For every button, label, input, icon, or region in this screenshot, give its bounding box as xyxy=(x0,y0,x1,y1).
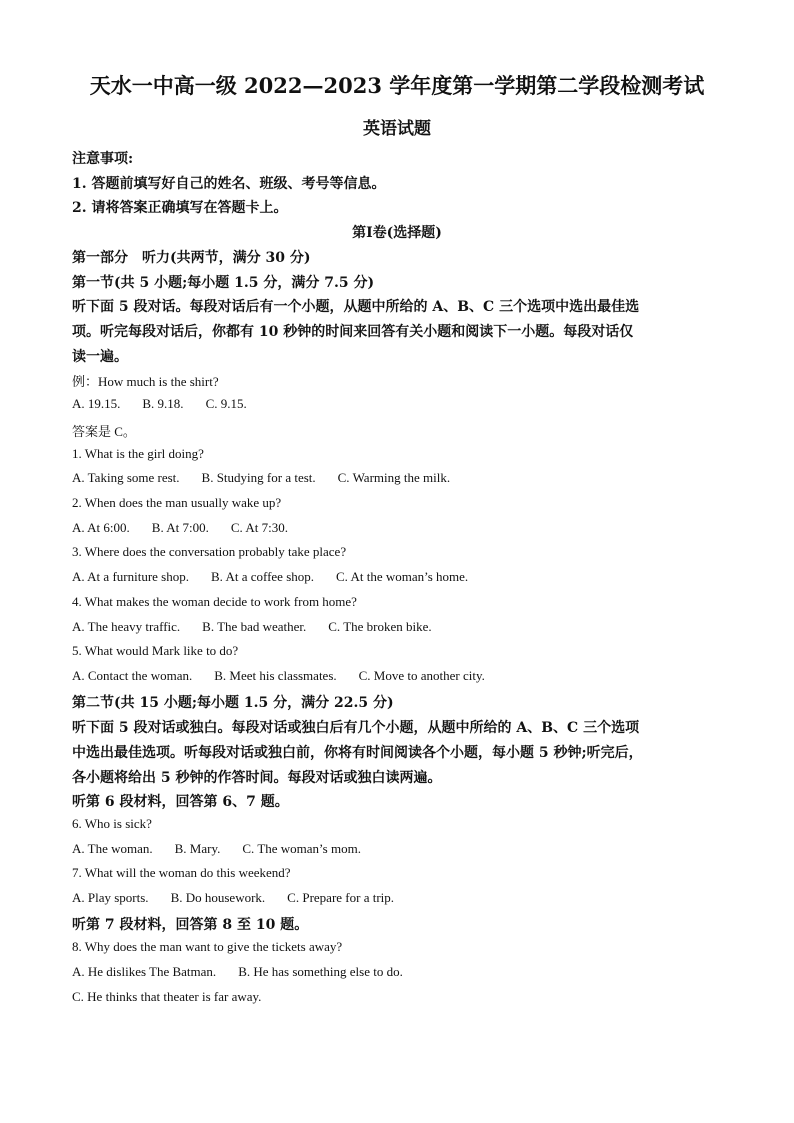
option: C. 9.15. xyxy=(205,396,247,411)
note-item: 1. 答题前填写好自己的姓名、班级、考号等信息。 xyxy=(72,176,386,192)
question-3: 3. Where does the conversation probably take place? xyxy=(72,544,347,559)
option: B. At a coffee shop. xyxy=(210,569,315,584)
section1-heading: 第一节(共 5 小题;每小题 1.5 分，满分 7.5 分) xyxy=(72,275,375,291)
question-4: 4. What makes the woman decide to work from home? xyxy=(72,594,357,609)
option: A. Taking some rest. xyxy=(72,470,180,485)
option: C. The woman’s mom. xyxy=(242,841,361,856)
question-2-options xyxy=(72,520,310,536)
example-answer: 答案是 C。 xyxy=(72,424,136,439)
section2-heading: 第二节(共 15 小题;每小题 1.5 分，满分 22.5 分) xyxy=(72,695,394,711)
option: B. Meet his classmates. xyxy=(214,668,337,683)
option: A. 19.15. xyxy=(72,396,121,411)
option: B. The bad weather. xyxy=(202,619,307,634)
question-1: 1. What is the girl doing? xyxy=(72,446,204,461)
section1-instruction: 听下面 5 段对话。每段对话后有一个小题，从题中所给的 A、B、C 三个选项中选出最佳选 xyxy=(72,299,640,315)
question-6: 6. Who is sick? xyxy=(72,816,152,831)
option: C. At 7:30. xyxy=(230,520,288,535)
exam-subtitle: 英语试题 xyxy=(363,119,431,139)
question-7: 7. What will the woman do this weekend? xyxy=(72,865,291,880)
exam-title: 天水一中高一级 2022—2023 学年度第一学期第二学段检测考试 xyxy=(89,73,705,98)
question-7-options xyxy=(72,890,416,906)
part1-heading: 第一部分 听力(共两节，满分 30 分) xyxy=(72,250,311,266)
group-6-heading: 听第 6 段材料，回答第 6、7 题。 xyxy=(72,794,289,810)
volume-heading: 第Ⅰ卷(选择题) xyxy=(352,225,442,241)
section2-instruction: 各小题将给出 5 秒钟的作答时间。每段对话或独白读两遍。 xyxy=(72,770,442,786)
option: C. Prepare for a trip. xyxy=(287,890,395,905)
question-6-options xyxy=(72,841,383,857)
question-8-option-c xyxy=(72,989,283,1005)
question-8-options xyxy=(72,964,425,980)
option: B. Studying for a test. xyxy=(201,470,316,485)
option: B. At 7:00. xyxy=(151,520,209,535)
question-2: 2. When does the man usually wake up? xyxy=(72,495,282,510)
option: A. He dislikes The Batman. xyxy=(72,964,217,979)
option: C. He thinks that theater is far away. xyxy=(72,989,262,1004)
section2-instruction: 听下面 5 段对话或独白。每段对话或独白后有几个小题，从题中所给的 A、B、C 三个选项 xyxy=(72,720,640,736)
option: A. Play sports. xyxy=(72,890,149,905)
option: C. At the woman’s home. xyxy=(336,569,469,584)
question-5-options xyxy=(72,668,507,684)
question-3-options xyxy=(72,569,490,585)
option: C. The broken bike. xyxy=(328,619,432,634)
option: C. Move to another city. xyxy=(358,668,485,683)
option: A. Contact the woman. xyxy=(72,668,193,683)
question-8: 8. Why does the man want to give the tickets away? xyxy=(72,939,343,954)
option: B. Mary. xyxy=(174,841,221,856)
option: A. The woman. xyxy=(72,841,153,856)
section2-instruction: 中选出最佳选项。听每段对话或独白前，你将有时间阅读各个小题，每小题 5 秒钟;听完后， xyxy=(72,745,643,761)
example-options xyxy=(72,396,269,412)
option: A. At 6:00. xyxy=(72,520,130,535)
example-question: 例：How much is the shirt? xyxy=(72,374,219,389)
question-1-options xyxy=(72,470,472,486)
option: C. Warming the milk. xyxy=(337,470,451,485)
option: B. Do housework. xyxy=(170,890,266,905)
question-5: 5. What would Mark like to do? xyxy=(72,643,239,658)
option: B. 9.18. xyxy=(142,396,184,411)
note-item: 2. 请将答案正确填写在答题卡上。 xyxy=(72,200,288,216)
section1-instruction: 项。听完每段对话后，你都有 10 秒钟的时间来回答有关小题和阅读下一小题。每段对话仅 xyxy=(72,324,634,340)
group-7-heading: 听第 7 段材料，回答第 8 至 10 题。 xyxy=(72,917,309,933)
option: B. He has something else to do. xyxy=(238,964,403,979)
option: A. At a furniture shop. xyxy=(72,569,189,584)
notes-heading: 注意事项: xyxy=(72,151,134,167)
question-4-options xyxy=(72,619,454,635)
option: A. The heavy traffic. xyxy=(72,619,181,634)
section1-instruction: 读一遍。 xyxy=(72,349,128,365)
